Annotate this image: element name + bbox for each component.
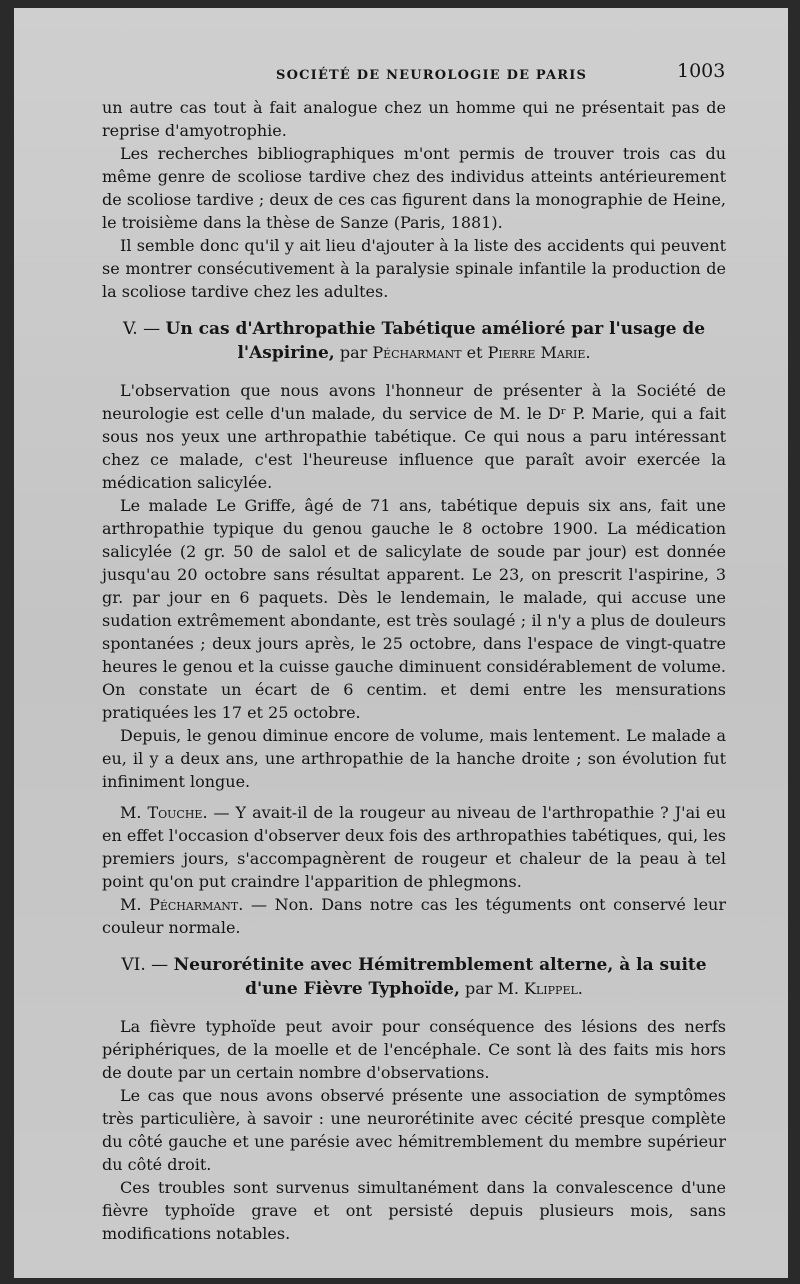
intro-paragraph: un autre cas tout à fait analogue chez un homme qui ne présentait pas de reprise d'amyotrophie.: [102, 98, 726, 140]
body-paragraph: Ces troubles sont survenus simultanément dans la convalescence d'une fièvre typhoïde grave et ont persisté depuis plusieurs mois, sans modifications notables.: [102, 1178, 726, 1243]
body-paragraph: La fièvre typhoïde peut avoir pour conséquence des lésions des nerfs périphériques, de la moelle et de l'encéphale. Ce sont là des faits mis hors de doute par un certain nombre d'observations.: [102, 1017, 726, 1082]
speaker-name: M. Pécharmant.: [120, 895, 244, 914]
running-header: [14, 58, 788, 88]
section-6-heading: VI. — Neurorétinite avec Hémitremblement alterne, à la suite d'une Fièvre Typhoïde, par M. Klippel.: [121, 955, 707, 999]
author-name: Pécharmant: [372, 343, 462, 362]
page-number: 1003: [677, 60, 726, 82]
section-number: V. —: [122, 319, 166, 339]
section-5-heading: V. — Un cas d'Arthropathie Tabétique amélioré par l'usage de l'Aspirine, par Pécharmant et Pierre Marie.: [122, 319, 706, 363]
page: [14, 8, 788, 1278]
body-paragraph: L'observation que nous avons l'honneur de présenter à la Société de neurologie est celle d'un malade, du service de M. le Dʳ P. Marie, qui a fait sous nos yeux une arthropathie tabétique. Ce qui nous a paru intéressant chez ce malade, c'est l'heureuse influence que paraît avoir exercée la médication salicylée.: [102, 381, 726, 492]
author-name: Klippel: [524, 979, 578, 998]
section-number: VI. —: [121, 955, 174, 975]
body-paragraph: Depuis, le genou diminue encore de volume, mais lentement. Le malade a eu, il y a deux ans, une arthropathie de la hanche droite ; son évolution fut infiniment longue.: [102, 726, 726, 791]
section-title: Neurorétinite avec Hémitremblement alterne, à la suite d'une Fièvre Typhoïde,: [173, 955, 707, 999]
page-body: [102, 96, 726, 1245]
running-title: SOCIÉTÉ DE NEUROLOGIE DE PARIS: [276, 68, 588, 83]
speaker-name: M. Touche.: [120, 803, 208, 822]
discussion-paragraph: M. Pécharmant. — Non. Dans notre cas les téguments ont conservé leur couleur normale.: [102, 895, 727, 937]
body-paragraph: Le cas que nous avons observé présente une association de symptômes très particulière, à savoir : une neurorétinite avec cécité presque complète du côté gauche et une parésie avec hémitremblement du membre supérieur du côté droit.: [102, 1086, 726, 1174]
discussion-paragraph: M. Touche. — Y avait-il de la rougeur au niveau de l'arthropathie ? J'ai eu en effet l'occasion d'observer deux fois des arthropathies tabétiques, qui, les premiers jours, s'accompagnèrent de rougeur et chaleur de la peau à tel point qu'on put craindre l'apparition de phlegmons.: [102, 803, 727, 891]
intro-paragraph: Il semble donc qu'il y ait lieu d'ajouter à la liste des accidents qui peuvent se montrer consécutivement à la paralysie spinale infantile la production de la scoliose tardive chez les adultes.: [102, 236, 726, 301]
author-name: Pierre Marie: [487, 343, 586, 362]
intro-paragraph: Les recherches bibliographiques m'ont permis de trouver trois cas du même genre de scoliose tardive chez des individus atteints antérieurement de scoliose tardive ; deux de ces cas figurent dans la monographie de Heine, le troisième dans la thèse de Sanze (Paris, 1881).: [102, 144, 726, 232]
body-paragraph: Le malade Le Griffe, âgé de 71 ans, tabétique depuis six ans, fait une arthropathie typique du genou gauche le 8 octobre 1900. La médication salicylée (2 gr. 50 de salol et de salicylate de soude par jour) est donnée jusqu'au 20 octobre sans résultat apparent. Le 23, on prescrit l'aspirine, 3 gr. par jour en 6 paquets. Dès le lendemain, le malade, qui accuse une sudation extrêmement abondante, est très soulagé ; il n'y a plus de douleurs spontanées ; deux jours après, le 25 octobre, dans l'espace de vingt-quatre heures le genou et la cuisse gauche diminuent considérablement de volume. On constate un écart de 6 centim. et demi entre les mensurations pratiquées les 17 et 25 octobre.: [102, 496, 726, 722]
section-title: Un cas d'Arthropathie Tabétique amélioré par l'usage de l'Aspirine,: [165, 319, 706, 363]
